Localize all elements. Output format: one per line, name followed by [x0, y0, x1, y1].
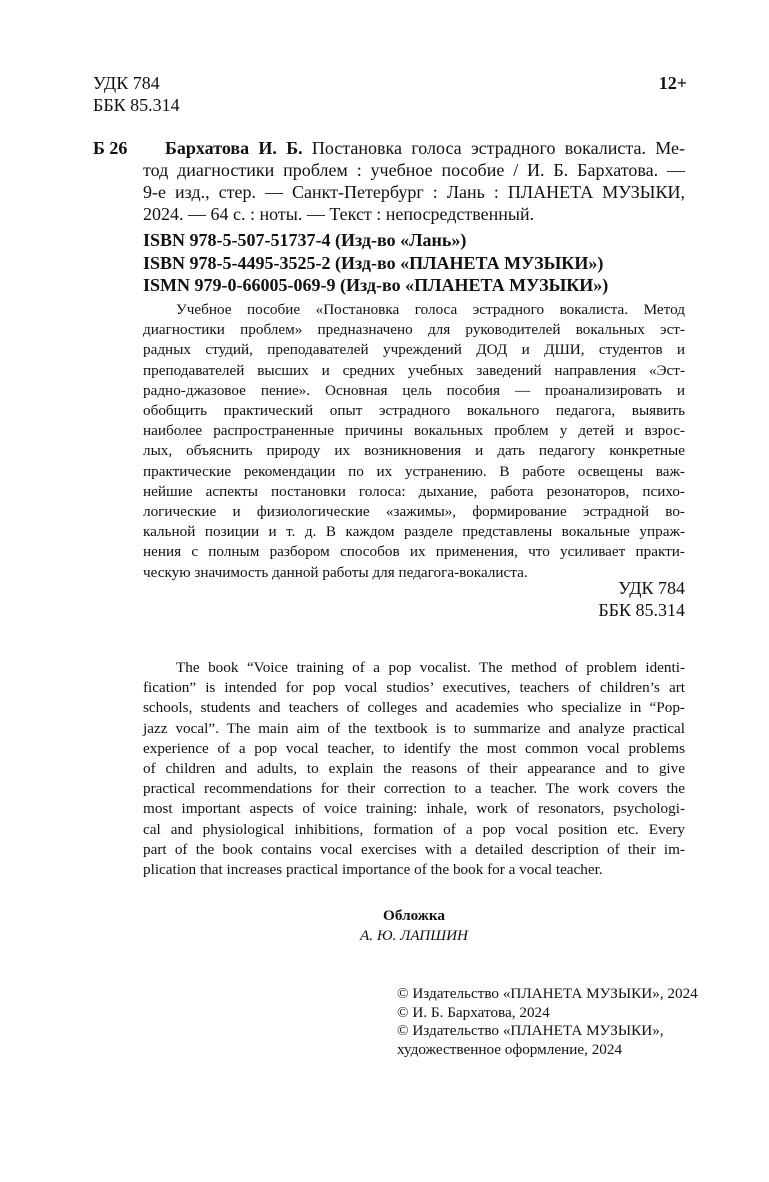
copyright-line: © И. Б. Бархатова, 2024	[397, 1003, 550, 1021]
abstract-line: ческую значимость данной работы для педагога-вокалиста.	[143, 563, 528, 581]
abstract-line: практические рекомендации по их устранению. В работе освещены важ-	[143, 462, 685, 480]
bbk-code-right: ББК 85.314	[598, 600, 685, 620]
ismn-planeta: ISMN 979-0-66005-069-9 (Изд-во «ПЛАНЕТА МУЗЫКИ»)	[143, 275, 609, 295]
identifiers	[143, 229, 608, 297]
abstract-en	[143, 658, 685, 880]
cover-artist: А. Ю. ЛАПШИН	[359, 927, 469, 945]
bib-line: Бархатова И. Б. Постановка голоса эстрадного вокалиста. Ме-	[165, 138, 685, 158]
copyright-line: © Издательство «ПЛАНЕТА МУЗЫКИ», 2024	[397, 985, 698, 1002]
abstract-line: plication that increases practical importance of the book for a vocal teacher.	[143, 861, 603, 879]
abstract-line: Учебное пособие «Постановка голоса эстрадного вокалиста. Метод	[176, 301, 685, 318]
age-rating: 12+	[658, 73, 687, 93]
bbk-code: ББК 85.314	[93, 95, 180, 115]
copyright-line: художественное оформление, 2024	[397, 1040, 623, 1058]
abstract-line: The book “Voice training of a pop vocalist. The method of problem identi-	[176, 659, 685, 676]
author-mark: Б 26	[93, 138, 128, 158]
udk-code-right: УДК 784	[618, 578, 685, 598]
abstract-line: fication” is intended for pop vocal studios’ executives, teachers of children’s art	[143, 679, 685, 697]
abstract-line: логические и физиологические «зажимы», формирование эстрадной во-	[143, 503, 685, 521]
isbn-planeta: ISBN 978-5-4495-3525-2 (Изд-во «ПЛАНЕТА МУЗЫКИ»)	[143, 252, 604, 273]
copyright-line: © Издательство «ПЛАНЕТА МУЗЫКИ»,	[397, 1022, 664, 1039]
author-name: Бархатова И. Б.	[165, 138, 303, 158]
abstract-line: диагностики проблем» предназначено для руководителей вокальных эст-	[143, 321, 685, 339]
bib-line: 9-е изд., стер. — Санкт-Петербург : Лань : ПЛАНЕТА МУЗЫКИ,	[143, 182, 685, 202]
abstract-line: practical recommendations for their correction to a teacher. The work covers the	[143, 780, 685, 798]
abstract-line: нения с полным разбором способов их применения, что усиливает практи-	[143, 543, 685, 561]
abstract-line: преподавателей высших и средних учебных заведений направления «Эст-	[143, 361, 685, 379]
abstract-ru	[143, 300, 685, 583]
abstract-line: schools, students and teachers of colleges and academies who specialize in “Pop-	[143, 699, 685, 717]
cover-credit	[143, 906, 685, 946]
abstract-line: радно-джазовое пение». Основная цель пособия — проанализировать и	[143, 381, 685, 399]
cover-label: Обложка	[383, 907, 445, 924]
index-right	[598, 577, 685, 621]
bib-line: тод диагностики проблем : учебное пособие / И. Б. Бархатова. —	[143, 160, 685, 180]
abstract-line: наиболее распространенные причины вокальных проблем у детей и взрос-	[143, 422, 685, 440]
bibliographic-record	[165, 137, 685, 159]
bibliographic-record-cont	[143, 159, 685, 225]
abstract-line: нейшие аспекты постановки голоса: дыхание, работа резонаторов, психо-	[143, 482, 685, 500]
udk-code: УДК 784	[93, 73, 160, 93]
abstract-line: лых, объяснить природу их возникновения и дать педагогу конкретные	[143, 442, 685, 460]
abstract-line: part of the book contains vocal exercises with a detailed description of their im-	[143, 840, 685, 858]
abstract-line: кальной позиции и т. д. В каждом разделе представлены вокальные упраж-	[143, 523, 685, 541]
copyright-block	[397, 985, 698, 1059]
abstract-line: cal and physiological inhibitions, formation of a pop vocal position etc. Every	[143, 820, 685, 838]
abstract-line: радных студий, преподавателей учреждений ДОД и ДШИ, студентов и	[143, 341, 685, 359]
abstract-line: of children and adults, to explain the reasons of their appearance and to give	[143, 760, 685, 778]
abstract-line: обобщить практический опыт эстрадного вокального педагога, выявить	[143, 402, 685, 420]
isbn-lan: ISBN 978-5-507-51737-4 (Изд-во «Лань»)	[143, 230, 467, 250]
abstract-line: experience of a pop vocal teacher, to identify the most common vocal problems	[143, 739, 685, 757]
abstract-line: jazz vocal”. The main aim of the textbook is to summarize and analyze practical	[143, 719, 685, 737]
bib-line: 2024. — 64 с. : ноты. — Текст : непосредственный.	[143, 204, 535, 224]
abstract-line: most important aspects of voice training: inhale, work of resonators, psychologi-	[143, 800, 685, 818]
